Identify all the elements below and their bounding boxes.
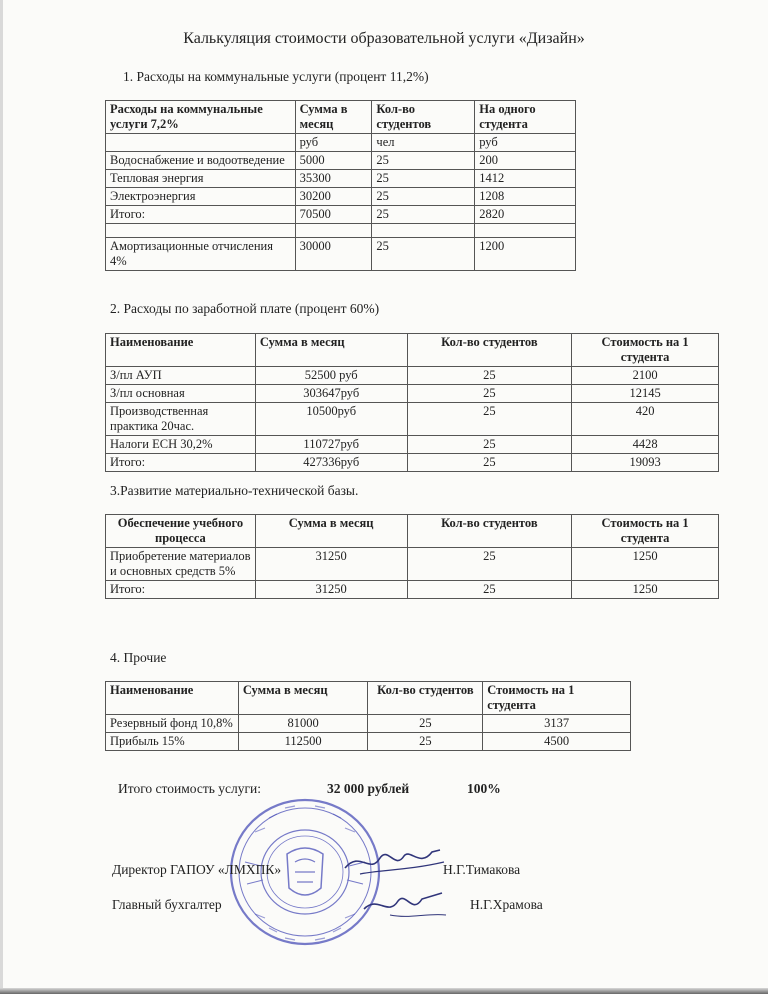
column-header: Кол-во студентов (407, 515, 572, 548)
table-cell: 112500 (238, 733, 368, 751)
table-cell: 5000 (295, 152, 372, 170)
table-row (106, 170, 576, 188)
director-title: Директор ГАПОУ «ЛМХПК» (112, 862, 282, 877)
table-cell: 1200 (475, 238, 576, 271)
column-header: Сумма в месяц (255, 334, 407, 367)
table-cell: 1250 (572, 548, 719, 581)
table-cell: Производственная практика 20час. (106, 403, 256, 436)
section4-heading: 4. Прочие (110, 650, 167, 665)
table-row (106, 206, 576, 224)
column-header: Кол-во студентов (407, 334, 572, 367)
table-cell: 25 (407, 454, 572, 472)
table-cell: 31250 (255, 581, 407, 599)
table-cell (106, 134, 296, 152)
table-cell: 2820 (475, 206, 576, 224)
table-cell: 25 (372, 188, 475, 206)
table-cell: 25 (407, 403, 572, 436)
table-cell: 52500 руб (255, 367, 407, 385)
column-header: Расходы на коммунальные услуги 7,2% (106, 101, 296, 134)
table-cell: 70500 (295, 206, 372, 224)
table-row (106, 548, 719, 581)
table-cell: чел (372, 134, 475, 152)
table-cell: Амортизационные отчисления 4% (106, 238, 296, 271)
table-cell: 1208 (475, 188, 576, 206)
table-cell: 19093 (572, 454, 719, 472)
total-label: Итого стоимость услуги: (118, 781, 262, 796)
table-cell: Электроэнергия (106, 188, 296, 206)
table-cell: Тепловая энергия (106, 170, 296, 188)
table-cell: Водоснабжение и водоотведение (106, 152, 296, 170)
table-header-row (106, 682, 631, 715)
accountant-title: Главный бухгалтер (112, 897, 222, 912)
table-row (106, 188, 576, 206)
section3-heading: 3.Развитие материально-технической базы. (110, 483, 359, 498)
table-cell: Итого: (106, 206, 296, 224)
table-cell: Прибыль 15% (106, 733, 239, 751)
other-expenses-table (105, 681, 631, 751)
table-cell: 1412 (475, 170, 576, 188)
table-header-row (106, 334, 719, 367)
column-header: Сумма в месяц (238, 682, 368, 715)
materials-table (105, 514, 719, 599)
table-cell (372, 224, 475, 238)
table-cell: 30000 (295, 238, 372, 271)
table-cell: З/пл основная (106, 385, 256, 403)
table-row (106, 385, 719, 403)
table-row (106, 581, 719, 599)
table-cell: 427336руб (255, 454, 407, 472)
table-cell: руб (295, 134, 372, 152)
table-cell: Приобретение материалов и основных средств 5% (106, 548, 256, 581)
units-row (106, 134, 576, 152)
table-cell: З/пл АУП (106, 367, 256, 385)
scan-left-edge (0, 0, 3, 994)
table-row (106, 238, 576, 271)
section1-heading: 1. Расходы на коммунальные услуги (процент 11,2%) (123, 69, 429, 84)
table-cell: Итого: (106, 454, 256, 472)
table-cell: 2100 (572, 367, 719, 385)
table-row (106, 733, 631, 751)
table-cell: 4500 (483, 733, 631, 751)
table-cell (475, 224, 576, 238)
director-name: Н.Г.Тимакова (443, 862, 521, 877)
table-cell: 25 (368, 733, 483, 751)
table-cell: 81000 (238, 715, 368, 733)
document-title: Калькуляция стоимости образовательной услуги «Дизайн» (183, 30, 585, 47)
column-header: Сумма в месяц (255, 515, 407, 548)
table-cell (295, 224, 372, 238)
table-row (106, 403, 719, 436)
table-row (106, 367, 719, 385)
table-cell: 12145 (572, 385, 719, 403)
table-cell: 31250 (255, 548, 407, 581)
table-cell: 25 (372, 206, 475, 224)
table-cell: 25 (407, 436, 572, 454)
table-row (106, 152, 576, 170)
column-header: Стоимость на 1 студента (572, 334, 719, 367)
table-cell: 25 (407, 385, 572, 403)
table-cell: Итого: (106, 581, 256, 599)
table-cell: 30200 (295, 188, 372, 206)
table-cell: 25 (368, 715, 483, 733)
table-header-row (106, 515, 719, 548)
table-cell: 1250 (572, 581, 719, 599)
table-cell: 25 (372, 238, 475, 271)
table-cell: 4428 (572, 436, 719, 454)
table-cell: 35300 (295, 170, 372, 188)
table-cell: 25 (407, 367, 572, 385)
utilities-table (105, 100, 576, 271)
table-cell (106, 224, 296, 238)
accountant-signature-icon (360, 885, 450, 925)
table-cell: Налоги ЕСН 30,2% (106, 436, 256, 454)
column-header: Кол-во студентов (368, 682, 483, 715)
table-cell: руб (475, 134, 576, 152)
column-header: Стоимость на 1 студента (483, 682, 631, 715)
scan-bottom-edge (0, 988, 768, 994)
table-cell: 110727руб (255, 436, 407, 454)
table-row (106, 454, 719, 472)
column-header: Наименование (106, 334, 256, 367)
table-cell: 200 (475, 152, 576, 170)
table-cell: 25 (372, 170, 475, 188)
total-percent: 100% (467, 781, 501, 796)
accountant-name: Н.Г.Храмова (470, 897, 543, 912)
table-cell: 420 (572, 403, 719, 436)
table-header-row (106, 101, 576, 134)
section2-heading: 2. Расходы по заработной плате (процент 60%) (110, 301, 380, 316)
column-header: На одного студента (475, 101, 576, 134)
table-cell: 303647руб (255, 385, 407, 403)
director-signature-icon (340, 840, 450, 880)
column-header: Кол-во студентов (372, 101, 475, 134)
table-row (106, 715, 631, 733)
table-cell: 10500руб (255, 403, 407, 436)
column-header: Наименование (106, 682, 239, 715)
table-cell: 25 (407, 581, 572, 599)
column-header: Обеспечение учебного процесса (106, 515, 256, 548)
table-cell: 25 (407, 548, 572, 581)
empty-row (106, 224, 576, 238)
table-cell: 25 (372, 152, 475, 170)
column-header: Стоимость на 1 студента (572, 515, 719, 548)
column-header: Сумма в месяц (295, 101, 372, 134)
table-cell: 3137 (483, 715, 631, 733)
table-cell: Резервный фонд 10,8% (106, 715, 239, 733)
total-amount: 32 000 рублей (327, 781, 410, 796)
salary-table (105, 333, 719, 472)
table-row (106, 436, 719, 454)
